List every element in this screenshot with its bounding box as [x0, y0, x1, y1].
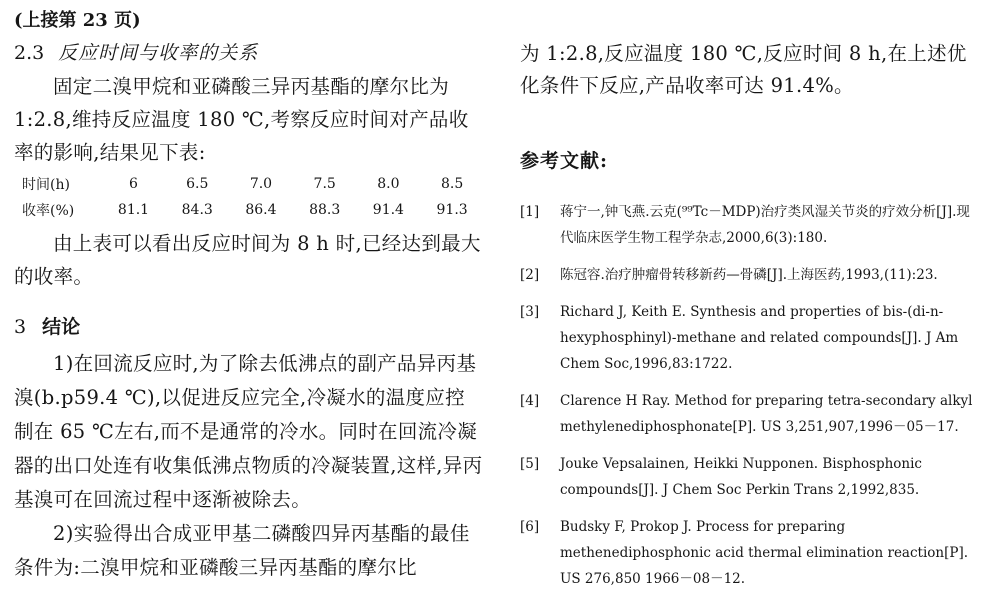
table-cell: 8.0	[377, 176, 400, 192]
section-title: 反应时间与收率的关系	[58, 42, 259, 64]
table-cell: 81.1	[117, 202, 150, 218]
table-cell: 8.5	[440, 176, 464, 192]
references-heading: 参考文献:	[520, 150, 609, 172]
table-cell: 86.4	[245, 202, 277, 218]
reference-text: 陈冠容.治疗肿瘤骨转移新药—骨磷[J].上海医药,1993,(11):23.	[560, 267, 938, 283]
reference-item	[520, 388, 980, 440]
results-table	[22, 171, 484, 223]
paragraph: 2)实验得出合成亚甲基二磷酸四异丙基酯的最佳条件为:二溴甲烷和亚磷酸三异丙基酯的摩尔比	[14, 522, 470, 579]
table-cell: 7.5	[313, 176, 336, 192]
table-cell: 84.3	[181, 202, 213, 218]
table-cell: 6.5	[186, 176, 209, 192]
reference-index: [5]	[520, 456, 540, 472]
table-cell: 88.3	[309, 202, 341, 218]
reference-text: Clarence H Ray. Method for preparing tetra-secondary alkyl methylenediphosphonate[P]. US 3,251,907,1996－05－17.	[560, 393, 973, 435]
section-title: 结论	[42, 316, 81, 338]
table-cell: 91.4	[372, 202, 404, 218]
table-cell: 7.0	[249, 176, 273, 192]
reference-index: [6]	[520, 519, 540, 535]
reference-item	[520, 451, 980, 503]
row-label: 时间(h)	[22, 177, 70, 193]
section-2-3-heading	[14, 36, 484, 70]
section-number: 2.3	[14, 42, 45, 64]
reference-index: [2]	[520, 267, 540, 283]
reference-item	[520, 299, 980, 377]
paragraph: 由上表可以看出反应时间为 8 h 时,已经达到最大的收率。	[14, 232, 481, 288]
table-cell: 6	[129, 176, 138, 192]
reference-index: [4]	[520, 393, 540, 409]
reference-item	[520, 514, 980, 592]
table-cell: 91.3	[436, 202, 468, 218]
reference-index: [3]	[520, 304, 540, 320]
table-row	[22, 171, 484, 197]
paragraph: 固定二溴甲烷和亚磷酸三异丙基酯的摩尔比为1:2.8,维持反应温度 180 ℃,考察反应时间对产品收率的影响,结果见下表:	[14, 75, 469, 164]
table-row	[22, 197, 484, 223]
reference-text: 蒋宁一,钟飞燕.云克(⁹⁹Tc－MDP)治疗类风湿关节炎的疗效分析[J].现代临床医学生物工程学杂志,2000,6(3):180.	[560, 204, 970, 246]
section-3-heading	[14, 307, 484, 347]
row-label: 收率(%)	[22, 203, 75, 219]
reference-index: [1]	[520, 204, 540, 220]
references-list	[520, 199, 980, 592]
right-column	[520, 38, 980, 603]
reference-item	[520, 262, 980, 288]
left-column	[14, 6, 484, 585]
section-number: 3	[14, 316, 27, 338]
paragraph: 1)在回流反应时,为了除去低沸点的副产品异丙基溴(b.p59.4 ℃),以促进反应完全,冷凝水的温度应控制在 65 ℃左右,而不是通常的冷水。同时在回流冷凝器的出口处连有收集低沸点物质的冷凝装置,这样,异丙基溴可在回流过程中逐渐被除去。	[14, 352, 483, 511]
reference-text: Budsky F, Prokop J. Process for preparing methenediphosphonic acid thermal elimination reaction[P]. US 276,850 1966－08－12.	[560, 519, 969, 587]
reference-item	[520, 199, 980, 251]
reference-text: Richard J, Keith E. Synthesis and properties of bis-(di-n-hexyphosphinyl)-methane and related compounds[J]. J Am Chem Soc,1996,83:1722.	[560, 304, 959, 372]
continued-note: (上接第 23 页)	[14, 10, 141, 31]
paragraph: 为 1:2.8,反应温度 180 ℃,反应时间 8 h,在上述优化条件下反应,产品收率可达 91.4%。	[520, 42, 967, 97]
reference-text: Jouke Vepsalainen, Heikki Nupponen. Bisphosphonic compounds[J]. J Chem Soc Perkin Trans 2,1992,835.	[560, 456, 922, 498]
